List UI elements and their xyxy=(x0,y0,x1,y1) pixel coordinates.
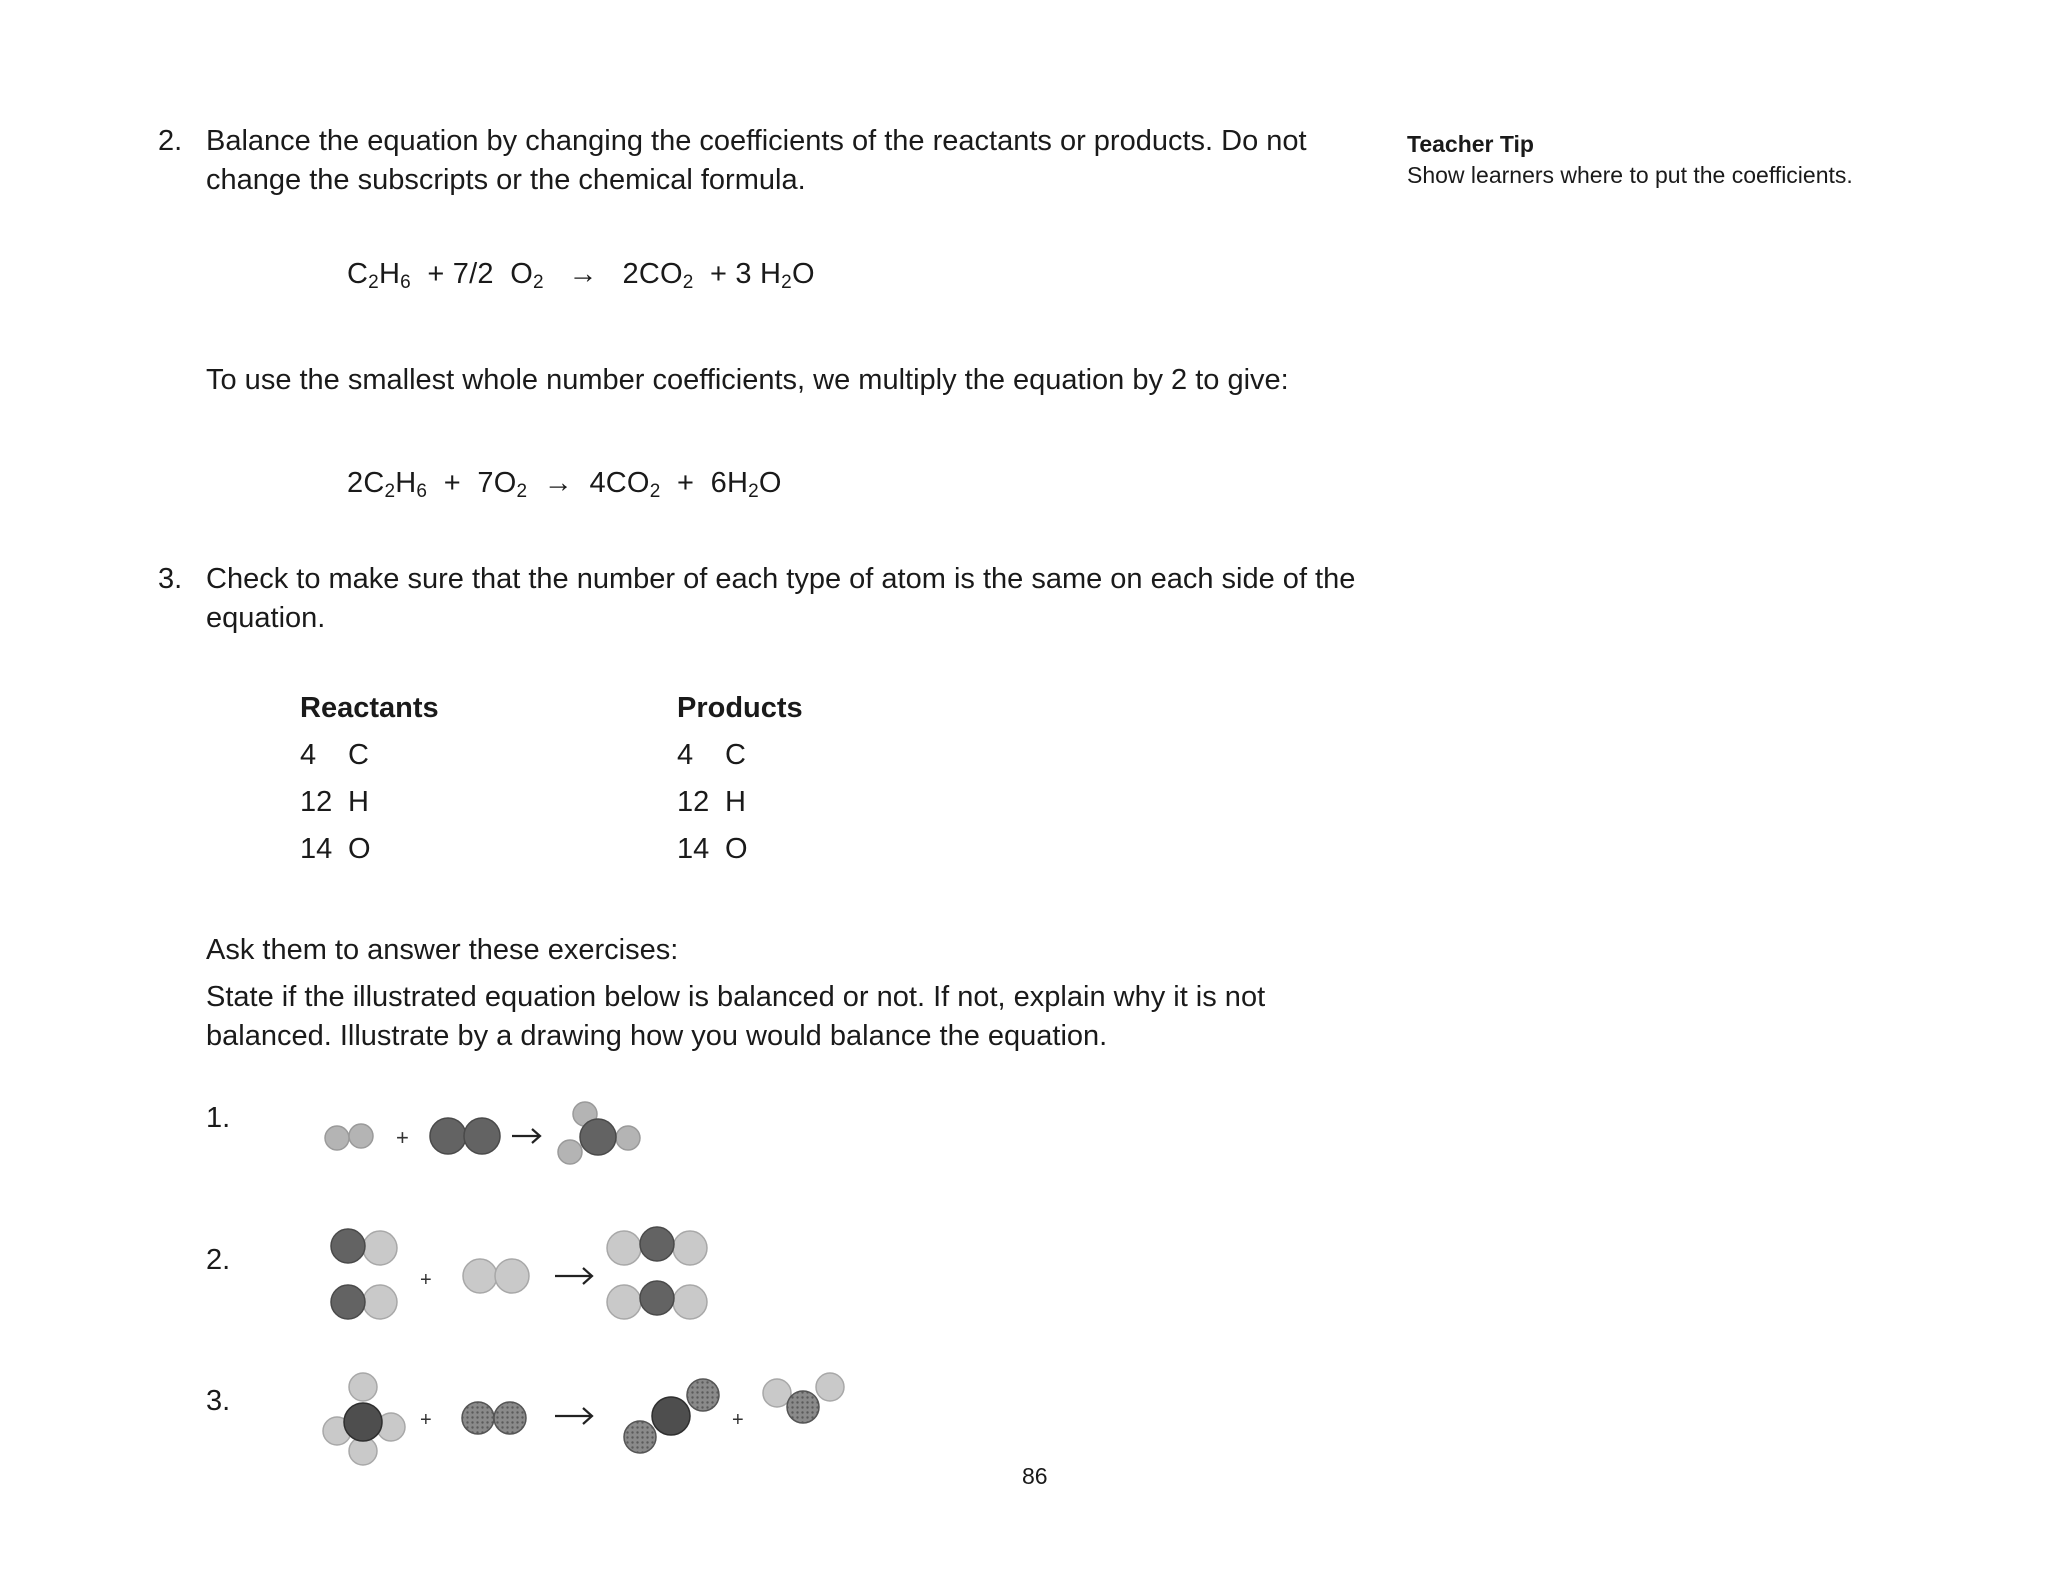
product-count-row: 4 C xyxy=(677,739,746,771)
atom xyxy=(673,1285,707,1319)
plus-sign: + xyxy=(732,1409,744,1431)
atom xyxy=(494,1402,526,1434)
atom xyxy=(616,1126,640,1150)
atom xyxy=(349,1124,373,1148)
atom xyxy=(687,1379,719,1411)
atom xyxy=(558,1140,582,1164)
atom xyxy=(495,1259,529,1293)
product-count-row: 12 H xyxy=(677,786,746,818)
exercise-intro: Ask them to answer these exercises: xyxy=(206,934,679,966)
atom xyxy=(331,1229,365,1263)
products-header: Products xyxy=(677,692,803,724)
atom xyxy=(652,1397,690,1435)
reactant-count-row: 14 O xyxy=(300,833,371,865)
reactants-header: Reactants xyxy=(300,692,439,724)
step-text-line2: equation. xyxy=(206,602,326,634)
step-number: 3. xyxy=(158,563,183,595)
atom xyxy=(344,1403,382,1441)
atom xyxy=(331,1285,365,1319)
equation-fractional: $C_2H_6 + 7/2$ $O_2 \to 2CO_2 + 3$ $H_2O$ xyxy=(347,258,815,293)
exercise-1-diagram xyxy=(325,1102,640,1164)
page-number: 86 xyxy=(1022,1463,1048,1489)
atom xyxy=(816,1373,844,1401)
multiply-instruction: To use the smallest whole number coefficients, we multiply the equation by 2 to give: xyxy=(206,364,1289,396)
exercise-label: 1. xyxy=(206,1102,231,1134)
exercise-3-diagram xyxy=(323,1373,844,1465)
teacher-tip-title: Teacher Tip xyxy=(1407,131,1534,157)
atom xyxy=(580,1119,616,1155)
atom xyxy=(462,1402,494,1434)
atom xyxy=(673,1231,707,1265)
teacher-tip-text: Show learners where to put the coefficients. xyxy=(1407,162,1853,188)
step-number: 2. xyxy=(158,125,183,157)
plus-sign: + xyxy=(420,1409,432,1431)
atom xyxy=(430,1118,466,1154)
reactant-count-row: 12 H xyxy=(300,786,369,818)
step-text-line1: Balance the equation by changing the coefficients of the reactants or products. Do not xyxy=(206,125,1307,157)
reactant-count-row: 4 C xyxy=(300,739,369,771)
step-text-line1: Check to make sure that the number of each type of atom is the same on each side of the xyxy=(206,563,1356,595)
atom xyxy=(607,1231,641,1265)
step-text-line2: change the subscripts or the chemical formula. xyxy=(206,164,806,196)
atom xyxy=(464,1118,500,1154)
arrow-icon xyxy=(555,1408,592,1424)
exercise-2-diagram xyxy=(331,1227,707,1319)
atom xyxy=(640,1281,674,1315)
arrow-icon xyxy=(512,1129,540,1143)
atom xyxy=(363,1285,397,1319)
plus-sign: + xyxy=(396,1125,409,1150)
arrow-icon xyxy=(555,1268,592,1284)
molecule-diagrams xyxy=(300,1090,860,1490)
atom xyxy=(349,1373,377,1401)
exercise-label: 3. xyxy=(206,1385,231,1417)
exercise-instruction-line2: balanced. Illustrate by a drawing how you would balance the equation. xyxy=(206,1020,1108,1052)
atom xyxy=(363,1231,397,1265)
atom xyxy=(607,1285,641,1319)
exercise-instruction-line1: State if the illustrated equation below is balanced or not. If not, explain why it is not xyxy=(206,981,1266,1013)
atom xyxy=(640,1227,674,1261)
product-count-row: 14 O xyxy=(677,833,748,865)
equation-whole-number: $2C_2H_6 + 7O_2 \to 4CO_2 + 6H_2O$ xyxy=(347,467,782,502)
atom xyxy=(624,1421,656,1453)
atom xyxy=(325,1126,349,1150)
atom xyxy=(787,1391,819,1423)
exercise-label: 2. xyxy=(206,1244,231,1276)
atom xyxy=(463,1259,497,1293)
plus-sign: + xyxy=(420,1269,432,1291)
